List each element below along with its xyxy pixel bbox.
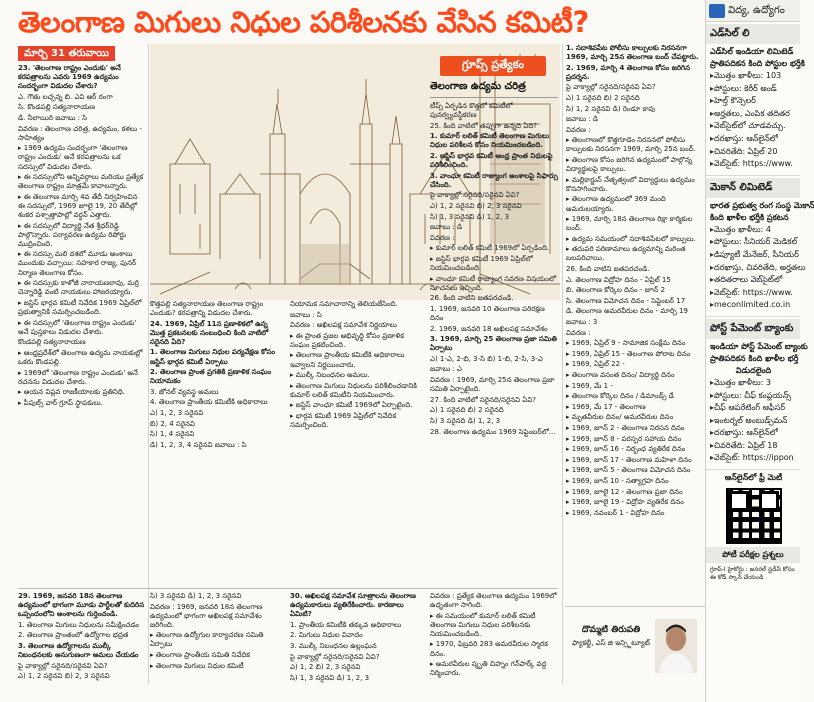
text-paragraph: ▸ ఈ సదస్సుకు కాళోజీ నారాయణరావు, మర్రి చెన్నారెడ్డి వంటి నాయకులు హాజరయ్యారు. — [18, 279, 139, 297]
text-paragraph: ▸ ఆంధ్రప్రదేశ్‌లో తెలంగాణ ఉద్యమ నాయకుల్లో ఒకరు కొండపల్లి. — [18, 348, 143, 366]
text-paragraph: ఎ) 1, 2 బి) 2, 3 సరైనవి — [290, 663, 361, 672]
text-paragraph: ఎ. తెలంగాణ విద్రోహ దినం - ఏప్రిల్‌ 15 — [566, 275, 671, 284]
text-paragraph: వివరణ : 1969, మార్చి 25న తెలంగాణ ప్రజా సమితి ఏర్పాటైంది. — [430, 376, 555, 394]
author-name: దొమ్మటి తిరుపతి — [581, 625, 641, 635]
brand-logo-icon — [709, 4, 725, 18]
text-paragraph: 29. 1969, జనవరి 18న తెలంగాణ ఉద్యమంలో భాగంగా మూడు పార్టీలతో కుదిరిన ఒప్పందంలోని అంశాలను గుర్తించండి. — [18, 592, 145, 619]
sidebar-list-item: ▸ చివరితేది: ఏప్రిల్ 18 — [710, 440, 797, 453]
text-paragraph: ▸ తెలంగాణ ప్రాంతీయ సమితి నివేదిక — [150, 651, 251, 660]
text-paragraph: ▸ 1969, జూన్‌ 17 - తెలంగాణ మహిళా దినం — [566, 455, 692, 464]
text-paragraph: 27. కింది వాటిలో సరైనది/సరైనవి ఏవి? — [430, 395, 537, 404]
text-paragraph: ▸ ఈ సమయంలో కుమార్‌ లలిత్‌ కమిటీ తెలంగాణ మిగులు నిధుల పరిశీలనకు నియమించబడింది. — [430, 611, 536, 638]
sidebar-list-item: ▸ డిప్యూటీ మేనేజర్, సీనియర్ — [710, 249, 797, 262]
text-paragraph: వివరణ : ప్రత్యేక తెలంగాణ ఉద్యమం 1969లో ఉధృతంగా సాగింది. — [430, 592, 557, 610]
section-subtitle: విడుదలైంది — [735, 365, 772, 375]
sidebar-list-item: ▸ వెబ్‌సైట్‌లో చూడవచ్చు. — [710, 120, 797, 133]
text-paragraph: 3. 1969, మార్చి 25 తెలంగాణ ప్రజా సమితి ఏర్పాటు — [430, 335, 557, 353]
text-paragraph: ▸ తెలంగాణ మిగులు నిధులను పరిశీలించడానికి కుమార్‌ లలిత్‌ కమిటీని నియమించారు. — [290, 381, 417, 399]
text-paragraph: 2. 1969, మార్చి 4 తెలంగాణ కోసం జరిగిన ప్రదర్శన. — [566, 63, 690, 81]
text-paragraph: ▸ జస్టిస్‌ వాంఛూ కమిటీ 1969లో ఏర్పాటైంది. — [290, 401, 413, 410]
text-paragraph: డి. తెలంగాణ అమరవీరుల దినం - మార్చి 19 — [566, 307, 688, 316]
column-4-text — [430, 102, 560, 585]
text-paragraph: పై వాక్యాల్లో సరైనది/సరైనవి ఏవి? — [18, 661, 108, 670]
sidebar-section-ippb — [706, 317, 808, 470]
sidebar-list-item: ▸ దరఖాస్తు: ఆన్‌లైన్‌లో — [710, 133, 797, 146]
qr-footer: పోటీ పరీక్షల ప్రశ్నలు — [706, 547, 800, 563]
text-paragraph: ఎ. గౌతు లచ్చన్న బి. ఎవి ఆర్ రంగా — [18, 92, 113, 101]
text-paragraph: నియామక సమాచారాన్ని తెలియజేసింది. — [290, 300, 398, 308]
text-paragraph: ▸ పీపుల్స్‌ వార్‌ గ్రూప్‌ స్థాపకులు. — [18, 398, 103, 407]
text-paragraph: 26. కింది వాటిని జతపరచండి. — [566, 265, 650, 274]
sidebar-list-item: ▸ meconlimited.co.in — [710, 299, 797, 312]
text-paragraph: 3. జోనల్‌ వ్యవస్థ అమలు — [150, 387, 219, 396]
text-paragraph: ▸ ఆయన విప్లవ రాజకీయాలకు ప్రతినిధి. — [18, 388, 125, 397]
section-subtitle: ఎడ్‌సిల్‌ ఇండియా లిమిటెడ్ — [710, 47, 794, 56]
text-paragraph: సి) 1, 2 సరైనవి డి) రెండూ కావు — [566, 104, 656, 113]
sidebar-list-item: ▸ దరఖాస్తు: ఆన్‌లైన్‌లో — [710, 427, 797, 440]
column-2-bottom-text — [150, 592, 285, 698]
text-paragraph: వివరణ : — [566, 328, 591, 337]
text-paragraph: ఎ) 1 సరైనది బి) 2 సరైనది — [566, 93, 640, 102]
text-paragraph: ▸ ఉద్యమ సమయంలో సదాశివపేటలో కాల్పులు. — [566, 234, 696, 243]
author-photo — [655, 619, 697, 673]
text-paragraph: ▸ తెలంగాణ ఉద్యమంలో 369 మంది అమరులయ్యారు. — [566, 195, 666, 213]
text-paragraph: 28. తెలంగాణ ఉద్యమం 1969 సెప్టెంబర్‌లో... — [430, 427, 556, 436]
text-paragraph: జవాబు : డి — [430, 223, 463, 232]
sidebar-footnote: గ్రూప్-I హైకోర్టు : జనరల్ స్టడీస్ కోసం ఈ కోడ్ స్కాన్ చేయండి — [710, 566, 795, 582]
text-paragraph: ▸ తెలంగాణ మిగులు నిధుల కమిటీ — [150, 661, 244, 670]
text-paragraph: ఎ) 1, 2 సరైనవి బి) 2, 3 సరైనవి — [18, 672, 110, 681]
text-paragraph: ▸ 1969, జూన్‌ 8 - పరస్పర సహాయ దినం — [566, 434, 682, 443]
qr-code-icon[interactable] — [726, 488, 782, 544]
section-subtitle: ఇండియా పోస్ట్ పేమెంట్ బ్యాంకు — [710, 341, 808, 351]
section-subheading: తెలంగాణ ఉద్యమ చరిత్ర — [430, 81, 526, 92]
column-4-bottom-text — [430, 592, 560, 698]
text-paragraph: ▸ తెలంగాణ కోర్కెల దినం / డిమాండ్స్‌ డే — [566, 392, 674, 401]
text-paragraph: ▸ 1969, ఏప్రిల్‌ 9 - సామాజిక సంక్షేమ దినం — [566, 339, 686, 348]
text-paragraph: ▸ తెలంగాణ కోసం జరిగిన ఉద్యమంలో పాల్గొన్న విద్యార్థులపై కాల్పులు. — [566, 156, 693, 174]
column-5-text — [566, 44, 702, 604]
text-paragraph: ▸ తెలంగాణ ఉద్యోగుల కార్యాచరణ సమితి ఏర్పాటు — [150, 631, 264, 649]
text-paragraph: ▸ తెలంగాణ ప్రాంతీయ కమిటీకి అధికారాలు ఇవ్వాలని నిర్ణయించారు. — [290, 351, 405, 369]
text-paragraph: 4. తెలంగాణ ప్రాంతీయ కమిటీకి అధికారాలు — [150, 398, 268, 407]
text-paragraph: ▸ ఈ సదస్సులోని అన్నివర్గాలు మరియు ప్రత్యేక తెలంగాణ రాష్ట్రం మాత్రమే కావాలన్నారు. — [18, 173, 144, 191]
text-paragraph: 1. 1969, జనవరి 10 తెలంగాణ పరిరక్షణ దినం — [430, 304, 545, 322]
text-paragraph: ▸ జస్టిస్‌ భార్గవ కమిటీ 1969 ఏప్రిల్‌లో నియమించబడింది. — [430, 254, 533, 272]
section-subtitle: భారత ప్రభుత్వ రంగ సంస్థ మెకాన్ — [710, 200, 814, 210]
section-subtitle: కింది ఖాళీల భర్తీకి ప్రకటన — [710, 212, 789, 222]
author-role: ఫ్యాకల్టీ, ఎస్‌ జి ఇన్స్టిట్యూట్ — [572, 639, 650, 647]
text-paragraph: ▸ 1969, ఏప్రిల్‌ 22 - — [566, 360, 625, 369]
section-title: ఎడ్‌సిల్‌ లి — [706, 24, 800, 44]
text-paragraph: సి) 3 సరైనవి డి) 1, 2, 3 సరైనవి — [150, 592, 242, 600]
section-list — [710, 377, 797, 465]
author-byline — [565, 606, 705, 696]
text-paragraph: 25. కింది వాటిలో తప్పుగా ఉన్నది ఏది? — [430, 121, 537, 130]
text-paragraph: సి) 3 సరైనది డి) 1, 2, 3 — [430, 416, 501, 425]
sidebar-section-edcil — [706, 22, 805, 176]
continuation-badge: మార్చి 31 తరువాయి — [18, 46, 115, 61]
text-paragraph: డి. నీలాయిరి జవాబు : సి — [18, 114, 88, 123]
sidebar-list-item: ▸ పోస్టులు: చీఫ్ కంప్లయన్స్ — [710, 390, 797, 403]
text-paragraph: 2. తెలంగాణ ప్రాంతంలో ఉద్యోగాల భద్రత — [18, 631, 129, 640]
sidebar-list-item: ▸ పోస్టులు: సీనియర్ మెడికల్ — [710, 236, 797, 249]
text-paragraph: సి) 1, 4 సరైనవి — [150, 430, 195, 439]
text-paragraph: ఎ) 1, 2 సరైనవి బి) 2, 3 సరైనవి — [430, 201, 522, 210]
text-paragraph: ▸ 1969 ఉద్యమ సందర్భంగా 'తెలంగాణ రాష్ట్రం ఎందుకు' అనే కరపత్రాలను ఒక సదస్సులో విడుదల చేశారు. — [18, 144, 128, 171]
text-paragraph: జవాబు : సి — [290, 310, 322, 319]
text-paragraph: వివరణ : 1969, జనవరి 18న తెలంగాణ ఉద్యమంలో భాగంగా అఖిలపక్ష సమావేశం జరిగింది. — [150, 602, 263, 629]
section-title: మెకాన్ లిమిటెడ్ — [706, 178, 800, 198]
sidebar-list-item: ▸ అర్హతలు, ఎంపిక తదితర — [710, 108, 797, 121]
text-paragraph: 24. 1969, ఏప్రిల్ 11న ప్రణాళికలో ఉన్న మొత్త ప్రకటనలకు సంబంధించి కింది వాటిలో సరైనది ఏది? — [150, 319, 269, 346]
text-paragraph: ▸ తెలంగాణ వసంత దినం/ విద్యార్థి దినం — [566, 371, 675, 379]
text-paragraph: పై వాక్యాల్లో సరైనది/సరైనవి ఏవి? — [290, 652, 380, 661]
text-paragraph: ▸ వాంఛూ కమిటీ రాజ్యాంగ సవరణ విషయంలో సూచనలు ఇచ్చింది. — [430, 274, 557, 292]
sidebar-list-item: ▸ వెబ్‌సైట్: https://www. — [710, 158, 797, 171]
text-paragraph: ▸ ఈ తెలంగాణ మార్చి 4వ తేదీ నిర్వహించిన ఈ సదస్సులో, 1969 జూలై 19, 20 తేదీల్లో శంకర పశ్చాత్తాపాల్లో వర్ధన్‌ ఎత్తారు. — [18, 192, 138, 219]
text-paragraph: వివరణ : అఖిలపక్ష సమావేశ నిర్ణయాలు — [290, 321, 397, 330]
column-1-text — [18, 64, 146, 408]
section-list — [710, 224, 806, 312]
column-1-bottom-text — [18, 592, 146, 698]
sidebar-list-item: ▸ ఇంటర్నల్ అంబుడ్స్‌మన్ — [710, 415, 797, 428]
text-paragraph: ▸ 1969, మార్చి 18న తెలంగాణ రిక్షా కార్మికుల బంద్‌. — [566, 215, 693, 233]
sidebar-list-item: ▸ దరఖాస్తు, చివరితేది, అర్హతలు — [710, 262, 797, 275]
text-paragraph: 30. అఖిలపక్ష సమావేశ సూత్రాలను తెలంగాణ ఉద్యమకారులు వ్యతిరేకించారు. కారణాలు ఏమిటి? — [290, 592, 416, 619]
section-list — [710, 70, 797, 171]
text-paragraph: ▸ 1969, మే 1 - — [566, 381, 613, 390]
text-paragraph: ▸ 1970, ఫిబ్రవరి 283 అమరవీరుల స్మారక దినం. — [430, 640, 548, 658]
text-paragraph: ▸ భార్గవ కమిటీ 1969 ఏప్రిల్‌లో నివేదిక సమర్పించింది. — [290, 412, 397, 430]
text-paragraph: ▸ కుమార్‌ లలిత్‌ కమిటీ 1969లో ఏర్పడింది. — [430, 244, 550, 253]
text-paragraph: ▸ ఈ సదస్సు మలి దశలో మూడు అంశాలు ముందుకు వచ్చాయి: సహకార రాజ్య, పునర్‌ నిర్మాణ తెలంగాణ కోసం. — [18, 250, 137, 277]
sidebar-list-item: ▸ చివరితేది: ఏప్రిల్ 20 — [710, 146, 797, 159]
sidebar-section-mecon — [706, 176, 814, 317]
text-paragraph: ▸ 1969, మే 17 - తెలంగాణ — [566, 402, 646, 411]
column-3-bottom-text — [290, 592, 425, 698]
text-paragraph: ▸ 1969, జూలై 19 - విద్రోహ వ్యతిరేక దినం — [566, 498, 684, 507]
column-divider — [562, 44, 563, 684]
text-paragraph: 1. సదాశివపేట పోలీసు కాల్పులకు నిరసనగా 1969, మార్చి 25న తెలంగాణ బంద్‌ చేపట్టారు. — [566, 44, 699, 62]
text-paragraph: కొండపల్లి సత్యనారాయణ — [18, 338, 86, 347]
text-paragraph: సి. తెలంగాణ విమోచన దినం - సెప్టెంబర్‌ 17 — [566, 296, 686, 305]
column-1 — [18, 46, 146, 586]
text-paragraph: బి) 2, 4 సరైనవి — [150, 419, 195, 428]
text-paragraph: కొత్తపల్లి సత్యనారాయణ తెలంగాణ రాష్ట్రం ఎందుకు? కరపత్రాన్ని విడుదల చేశారు. — [150, 300, 264, 318]
sidebar-list-item: ▸ చీఫ్ ఆపరేటింగ్ ఆఫీసర్ — [710, 402, 797, 415]
text-paragraph: టీప్స్‌ ఏర్పడిన కొత్తలో కమిటీలో పునర్వ్యవస్థీకరణ — [430, 102, 513, 120]
text-paragraph: వివరణ : తెలంగాణ చరిత్ర, ఉద్యమం, కళలు - సాహిత్యం — [18, 124, 142, 142]
sidebar-list-item: ▸ వెబ్‌సైట్: https://www. — [710, 287, 797, 300]
text-paragraph: జవాబు : ఎ — [430, 365, 462, 374]
page-headline: తెలంగాణ మిగులు నిధుల పరిశీలనకు వేసిన కమిటీ? — [18, 5, 589, 39]
text-paragraph: 3. వాంఛూ కమిటీ రాజ్యాంగ అంశాలపై సిఫార్సు చేసింది. — [430, 171, 559, 189]
qr-caption: ఆన్‌లైన్‌లో ఫ్రీ మెటీ — [724, 473, 783, 483]
sidebar-header — [706, 0, 800, 22]
text-paragraph: సి. కొండపల్లి సత్యనారాయణ — [18, 103, 95, 112]
text-paragraph: ▸ తదుపరి పరిణామాలు ఉద్యమాన్ని మరింత బలపరిచాయి. — [566, 245, 686, 263]
column-3-text — [290, 300, 425, 585]
text-paragraph: జవాబు : 3 — [566, 318, 598, 327]
text-paragraph: 1. కుమార్‌ లలిత్‌ కమిటీ తెలంగాణ మిగులు నిధుల పరిశీలన కోసం నియమించబడింది. — [430, 132, 550, 150]
text-paragraph: ▸ తెలంగాణలో కొత్తగూడెం నిరసనలో పోలీసు కాల్పులకు నిరసనగా 1969, మార్చి 25న బంద్‌. — [566, 136, 696, 154]
text-paragraph: 23. 'తెలంగాణ రాష్ట్రం ఎందుకు' అనే కరపత్రాలను ఎవరు 1969 ఉద్యమం సందర్భంగా విడుదల చేశారు? — [18, 64, 121, 91]
text-paragraph: ▸ ఈ ప్రాంత ప్రజల అభివృద్ధి కోసం ప్రణాళిక సంఘం ప్రకటించింది. — [290, 331, 404, 349]
text-paragraph: ▸ ఈ సదస్సులో విద్యార్థి నేత శ్రీధర్‌రెడ్డి పాల్గొన్నారు. పర్యావరణ ఉద్యమ రిపోర్టు ముద్రించింది. — [18, 221, 127, 248]
text-paragraph: ▸ 1969, జూన్‌ 16 - నిర్బంధ వ్యతిరేక దినం — [566, 445, 686, 454]
text-paragraph: ▸ మల్లికార్జున్‌ నేతృత్వంలో విద్యార్థులు ఉద్యమం కొనసాగించారు. — [566, 175, 695, 193]
text-paragraph: ▸ 1969, జూన్‌ 5 - తెలంగాణ విమోచన దినం — [566, 466, 691, 475]
sidebar-list-item: ▸ పోస్టులు: కెరీర్ అండ్ — [710, 83, 797, 96]
text-paragraph: పై వాక్యాల్లో సరైనది/సరైనవి ఏవి? — [430, 191, 520, 200]
text-paragraph: ▸ ముల్కీ నిబంధనల అమలు. — [290, 371, 370, 380]
text-paragraph: ▸ 1969, నవంబర్‌ 1 - విద్రోహ దినం — [566, 508, 665, 517]
text-paragraph: డి) 1, 2, 3, 4 సరైనవి జవాబు : సి — [150, 440, 247, 449]
text-paragraph: 2. జస్టిస్‌ భార్గవ కమిటీ ఆంధ్ర ప్రాంత నిధులపై పరిశీలించింది. — [430, 151, 553, 170]
text-paragraph: ▸ ఈ సదస్సులో 'తెలంగాణ రాష్ట్రం ఎందుకు' అనే పుస్తకాలు విడుదల చేశారు. — [18, 318, 137, 336]
text-paragraph: సి) 1, 3 సరైనవి డి) 1, 2, 3 — [290, 673, 370, 682]
text-paragraph: బి. తెలంగాణ కోర్కెల దినం - జూన్‌ 2 — [566, 286, 666, 295]
text-paragraph: ఎ) 1, 2, 3 సరైనవి — [150, 409, 204, 418]
sidebar-list-item: ▸ మొత్తం ఖాళీలు: 3 — [710, 377, 797, 390]
text-paragraph: 1. తెలంగాణ మిగులు నిధుల పర్యవేక్షణ కోసం జస్టిస్‌ భార్గవ కమిటీ ఏర్పాటు — [150, 348, 276, 366]
text-paragraph: జవాబు : డి — [566, 115, 599, 124]
section-title: పోస్ట్ పేమెంట్ బ్యాంకు — [706, 319, 800, 339]
groups-special-badge: గ్రూప్స్ ప్రత్యేకం — [440, 56, 546, 76]
text-paragraph: 26. కింది వాటిని జతపరచండి. — [430, 294, 514, 303]
text-paragraph: వివరణ : — [566, 125, 591, 134]
column-2-text — [150, 300, 285, 585]
text-paragraph: ▸ 1969, ఏప్రిల్‌ 15 - తెలంగాణ పోరాట దినం — [566, 349, 691, 358]
text-paragraph: ▸ 1969, జూన్‌ 10 - సత్యాగ్రహ దినం — [566, 476, 669, 485]
sidebar-list-item: ▸ వెబ్‌సైట్: https://ippon — [710, 452, 797, 465]
sidebar-brand: విద్య, ఉద్యోగం — [728, 4, 785, 16]
section-subtitle: ప్రాతిపదికన కింది పోస్టుల భర్తీకి — [710, 59, 805, 68]
text-paragraph: 1. తెలంగాణ మిగులు నిధులను సమీక్షించడం — [18, 620, 140, 629]
text-paragraph: ▸ అమరవీరుల స్మృతి చిహ్నం గన్‌పార్క్‌ వద్ద నిర్మించారు. — [430, 660, 547, 678]
text-paragraph: ఎ) 1-ఎ, 2-బి, 3-సి బి) 1-బి, 2-సి, 3-ఎ — [430, 354, 543, 363]
sidebar-list-item: ▸ తదితరాలు వెబ్‌సైట్‌లో — [710, 274, 797, 287]
section-subtitle: ప్రాతిపదికన కింది ఖాళీల భర్తీ — [710, 353, 799, 363]
subheading-underline — [430, 97, 558, 98]
sidebar-qr-section — [706, 470, 800, 586]
bottom-section-rule — [18, 588, 558, 589]
text-paragraph: 2. 1969, జనవరి 18 అఖిలపక్ష సమావేశం — [430, 324, 548, 333]
text-paragraph: ▸ జస్టిస్‌ భార్గవ కమిటీ నివేదిక 1969 ఏప్రిల్‌లో ప్రభుత్వానికి సమర్పించబడింది. — [18, 298, 142, 316]
text-paragraph: పై వాక్యాల్లో సరైనది/సరైనవి ఏవి? — [566, 83, 656, 92]
text-paragraph: ▸ 1969, జూన్‌ 2 - తెలంగాణ నిరసన దినం — [566, 423, 685, 432]
text-paragraph: 1. ప్రాంతీయ కమిటీకి తక్కువ అధికారాలు — [290, 620, 402, 629]
sidebar-list-item: ▸ హెల్త్ కౌన్సెలర్ — [710, 95, 797, 108]
text-paragraph: సి) 1, 3 సరైనవి డి) 1, 2, 3 — [430, 212, 510, 221]
sidebar-list-item: ▸ మొత్తం ఖాళీలు: 4 — [710, 224, 797, 237]
text-paragraph: 2. మిగులు నిధుల వివాదం — [290, 631, 363, 640]
text-paragraph: 3. ముల్కీ నిబంధనల ఉల్లంఘన — [290, 641, 377, 650]
text-paragraph: 2. తెలంగాణ ప్రాంత ప్రగతికి ప్రణాళిక సంఘం నియామకం — [150, 368, 272, 386]
text-paragraph: ▸ 1969, జూలై 12 - తెలంగాణ ప్రజా దినం — [566, 487, 683, 496]
text-paragraph: ▸ 1969లో 'తెలంగాణ రాష్ట్రం ఎందుకు' అనే రచనను విడుదల చేశారు. — [18, 368, 138, 386]
jobs-sidebar — [705, 0, 814, 702]
text-paragraph: వివరణ : — [430, 233, 455, 242]
text-paragraph: ఎ) 1 సరైనది బి) 2 సరైనది — [430, 406, 504, 415]
text-paragraph: ▸ మృతవీరుల దినం/ అమరవీరుల దినం — [566, 413, 674, 422]
text-paragraph: 3. తెలంగాణ ఉద్యోగాలను ముల్కీ నిబంధనలకు అనుగుణంగా అమలు చేయడం — [18, 641, 139, 660]
sidebar-list-item: ▸ మొత్తం ఖాళీలు: 103 — [710, 70, 797, 83]
